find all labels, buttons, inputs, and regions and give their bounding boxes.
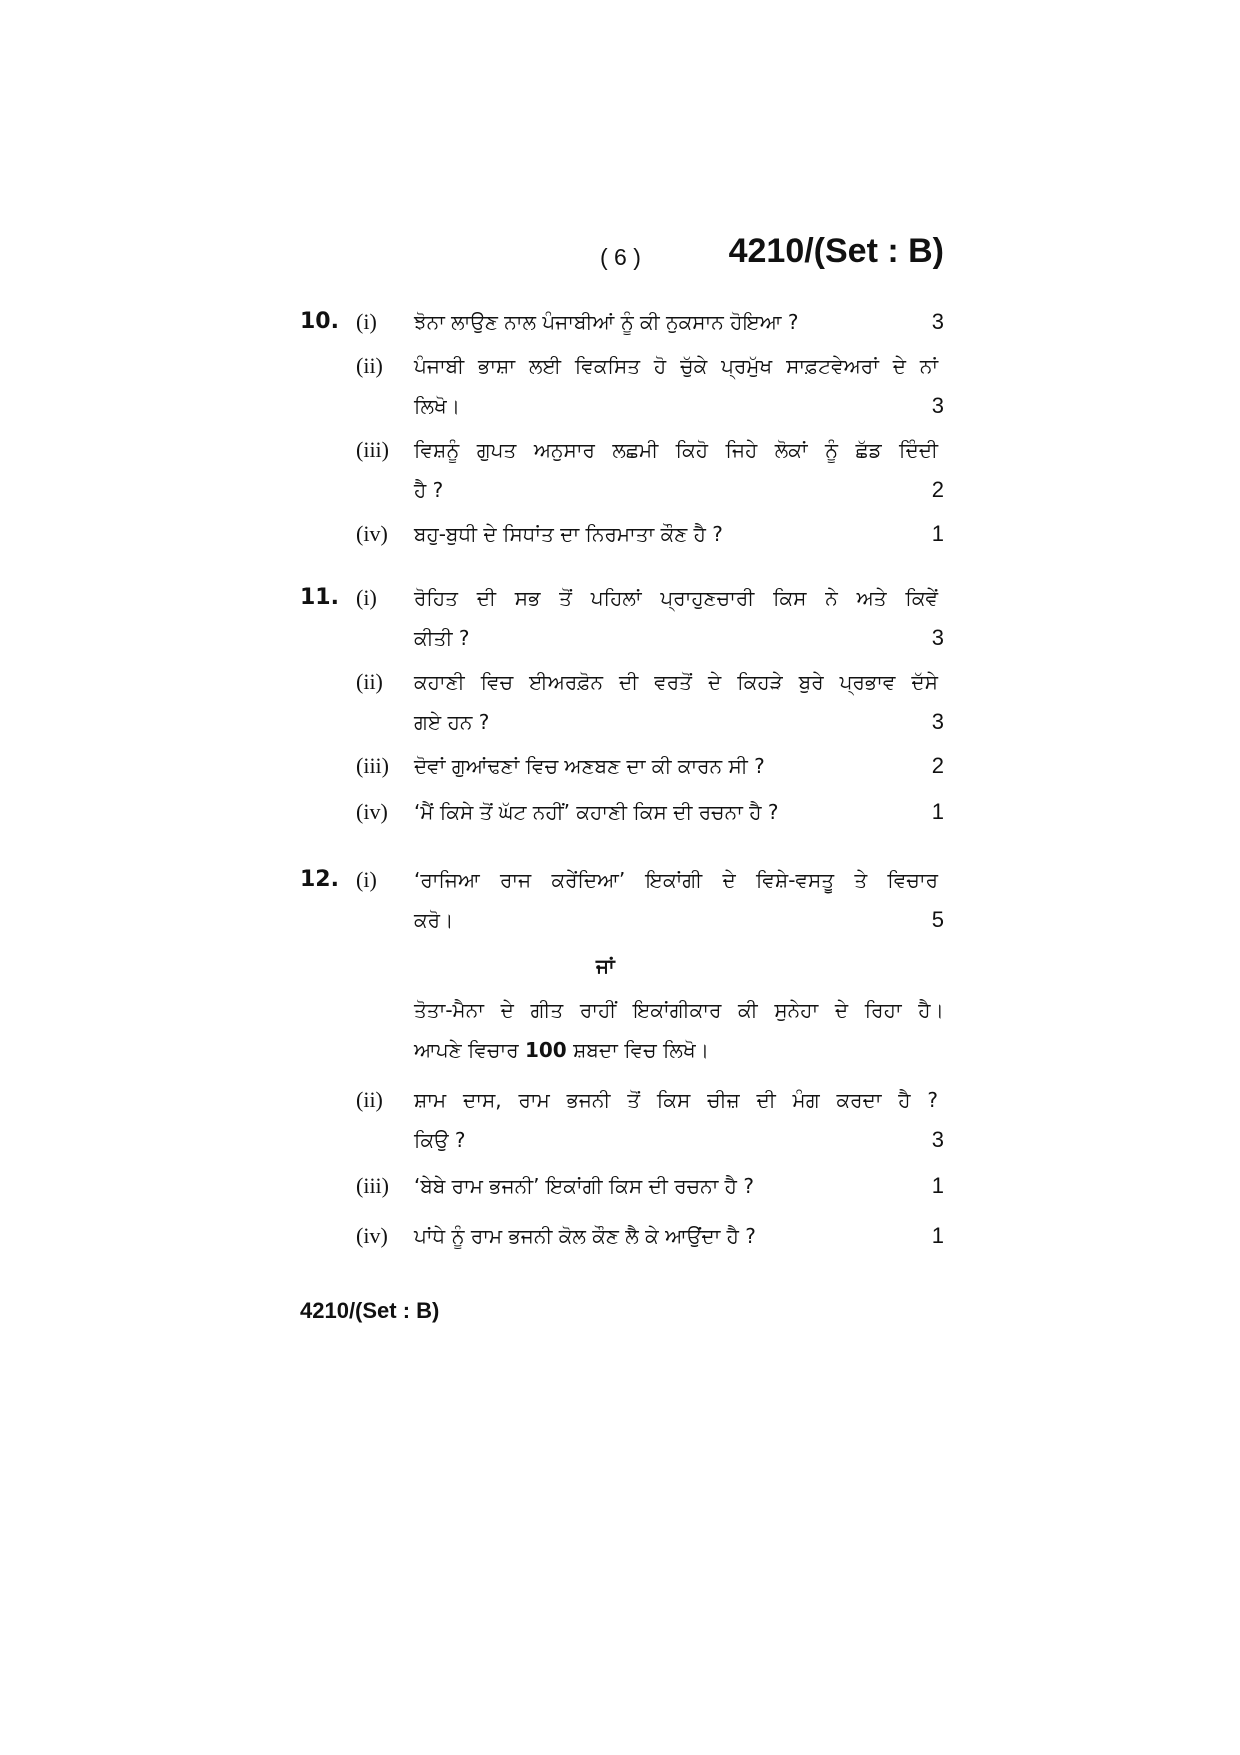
alternative-text: ਸ਼ਬਦਾ ਵਿਚ ਲਿਖੋ। xyxy=(566,1038,710,1062)
part-text: ਰੋਹਿਤ ਦੀ ਸਭ ਤੋਂ ਪਹਿਲਾਂ ਪ੍ਰਾਹੁਣਚਾਰੀ ਕਿਸ ਨੇ ਅਤੇ ਕਿਵੇਂ xyxy=(414,586,938,610)
question-number: 11. xyxy=(300,585,339,610)
part-label: (iv) xyxy=(356,521,388,546)
part-text-continued: ਹੈ ? xyxy=(414,478,444,502)
part-text: ‘ਬੇਬੇ ਰਾਮ ਭਜਨੀ’ ਇਕਾਂਗੀ ਕਿਸ ਦੀ ਰਚਨਾ ਹੈ ? xyxy=(414,1174,754,1198)
part-text: ਕਹਾਣੀ ਵਿਚ ਈਅਰਫ਼ੋਨ ਦੀ ਵਰਤੋਂ ਦੇ ਕਿਹੜੇ ਬੁਰੇ ਪ੍ਰਭਾਵ ਦੱਸੇ xyxy=(414,670,938,694)
part-label: (iii) xyxy=(356,1173,389,1198)
marks: 1 xyxy=(931,1173,944,1198)
part-label: (iii) xyxy=(356,437,389,462)
marks: 1 xyxy=(931,799,944,824)
marks: 2 xyxy=(931,477,944,502)
marks: 3 xyxy=(931,1127,944,1152)
part-label: (iv) xyxy=(356,799,388,824)
part-label: (i) xyxy=(356,309,377,334)
part-label: (ii) xyxy=(356,353,383,378)
part-label: (i) xyxy=(356,867,377,892)
alternative-question xyxy=(414,990,944,1070)
part-label: (i) xyxy=(356,585,377,610)
marks: 3 xyxy=(931,709,944,734)
question-number: 10. xyxy=(300,309,339,334)
part-text: ਦੋਵਾਂ ਗੁਆਂਢਣਾਂ ਵਿਚ ਅਣਬਣ ਦਾ ਕੀ ਕਾਰਨ ਸੀ ? xyxy=(414,754,765,778)
marks: 3 xyxy=(931,309,944,334)
word-limit: 100 xyxy=(524,1038,567,1062)
part-text-continued: ਕਰੋ। xyxy=(414,908,454,932)
part-text: ‘ਮੈਂ ਕਿਸੇ ਤੋਂ ਘੱਟ ਨਹੀਂ’ ਕਹਾਣੀ ਕਿਸ ਦੀ ਰਚਨਾ ਹੈ ? xyxy=(414,800,779,824)
or-separator: ਜਾਂ xyxy=(596,954,615,978)
marks: 1 xyxy=(931,521,944,546)
part-text-continued: ਕਿਉ ? xyxy=(414,1128,466,1152)
part-label: (ii) xyxy=(356,669,383,694)
paper-code: 4210/(Set : B) xyxy=(728,232,944,270)
part-label: (iii) xyxy=(356,753,389,778)
part-text: ਪਾਂਧੇ ਨੂੰ ਰਾਮ ਭਜਨੀ ਕੋਲ ਕੌਣ ਲੈ ਕੇ ਆਉਂਦਾ ਹੈ ? xyxy=(414,1224,756,1248)
footer-paper-code: 4210/(Set : B) xyxy=(300,1298,440,1323)
alternative-line: ਤੋਤਾ-ਮੈਨਾ ਦੇ ਗੀਤ ਰਾਹੀਂ ਇਕਾਂਗੀਕਾਰ ਕੀ ਸੁਨੇਹਾ ਦੇ ਰਿਹਾ ਹੈ। xyxy=(414,998,944,1022)
page-header xyxy=(0,232,1240,292)
part-label: (ii) xyxy=(356,1087,383,1112)
part-text: ਵਿਸ਼ਨੂੰ ਗੁਪਤ ਅਨੁਸਾਰ ਲਛਮੀ ਕਿਹੋ ਜਿਹੇ ਲੋਕਾਂ ਨੂੰ ਛੱਡ ਦਿੰਦੀ xyxy=(414,438,938,462)
part-text: ਬਹੁ-ਬੁਧੀ ਦੇ ਸਿਧਾਂਤ ਦਾ ਨਿਰਮਾਤਾ ਕੌਣ ਹੈ ? xyxy=(414,522,723,546)
part-text: ਪੰਜਾਬੀ ਭਾਸ਼ਾ ਲਈ ਵਿਕਸਿਤ ਹੋ ਚੁੱਕੇ ਪ੍ਰਮੁੱਖ ਸਾਫ਼ਟਵੇਅਰਾਂ ਦੇ ਨਾਂ xyxy=(414,354,938,378)
part-text: ਸ਼ਾਮ ਦਾਸ, ਰਾਮ ਭਜਨੀ ਤੋਂ ਕਿਸ ਚੀਜ਼ ਦੀ ਮੰਗ ਕਰਦਾ ਹੈ ? xyxy=(414,1088,938,1112)
marks: 5 xyxy=(931,907,944,932)
part-label: (iv) xyxy=(356,1223,388,1248)
marks: 3 xyxy=(931,393,944,418)
marks: 1 xyxy=(931,1223,944,1248)
marks: 2 xyxy=(931,753,944,778)
part-text-continued: ਗਏ ਹਨ ? xyxy=(414,710,490,734)
question-number: 12. xyxy=(300,867,339,892)
part-text: ‘ਰਾਜਿਆ ਰਾਜ ਕਰੇਂਦਿਆ’ ਇਕਾਂਗੀ ਦੇ ਵਿਸ਼ੇ-ਵਸਤੂ ਤੇ ਵਿਚਾਰ xyxy=(414,868,938,892)
part-text-continued: ਕੀਤੀ ? xyxy=(414,626,470,650)
part-text: ਝੋਨਾ ਲਾਉਣ ਨਾਲ ਪੰਜਾਬੀਆਂ ਨੂੰ ਕੀ ਨੁਕਸਾਨ ਹੋਇਆ ? xyxy=(414,310,799,334)
part-text-continued: ਲਿਖੋ। xyxy=(414,394,461,418)
page-number: ( 6 ) xyxy=(600,244,641,270)
alternative-line xyxy=(414,1038,709,1062)
alternative-text: ਆਪਣੇ ਵਿਚਾਰ xyxy=(414,1038,525,1062)
marks: 3 xyxy=(931,625,944,650)
